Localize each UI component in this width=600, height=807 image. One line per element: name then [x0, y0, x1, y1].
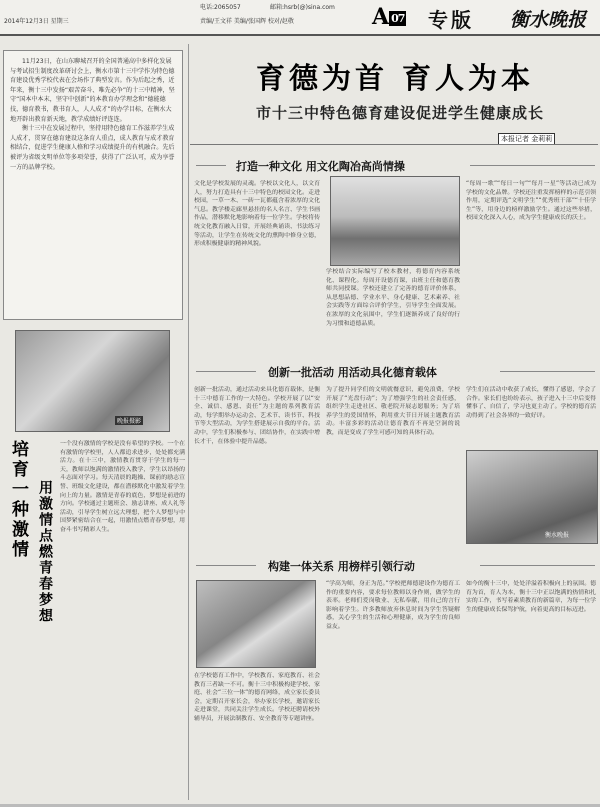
sidebar-body: 一个没有激情的学校是没有希望的学校。一个在有激情的学校里，人人都追求进步，处处都充满活力。在十三中，激情教育贯穿于学生的每一天，教师以饱满的激情投入教学，学生以昂扬的斗志面对学习。每天清晨的跑操、课前的励志宣誓、班级文化建设，都在潜移默化中激发着学生向上的力量。激情是青春的底色，梦想是前进的方向。学校通过主题班会、励志讲座、成人礼等活动，引导学生树立远大理想，把个人梦想与中国梦紧密结合在一起，用激情点燃青春梦想，用奋斗书写精彩人生。 — [60, 441, 185, 533]
editors: 责编/王文祥 美编/张国辉 校对/赵敬 — [200, 18, 294, 25]
section-3-col-2: “学高为师，身正为范。”学校把师德建设作为德育工作的重要内容，要求每位教师以身作则，做学生的表率。老师们爱岗敬业、无私奉献，用自己的言行影响着学生。许多教师放弃休息时间为学生答疑解惑，关心学生的生活和心理健康，成为学生的良师益友。 — [326, 581, 460, 630]
page-number-box: 07 — [391, 11, 405, 25]
section-2-rule-right — [500, 371, 595, 372]
intro-box — [3, 50, 183, 320]
section-2-col-3: 学生们在活动中收获了成长，懂得了感恩，学会了合作。家长们也纷纷表示，孩子进入十三中后变得懂事了、自信了，学习也更主动了。学校的德育活动得到了社会各界的一致好评。 — [466, 387, 596, 419]
section-1-rule-right — [470, 165, 595, 166]
subheadline: 市十三中特色德育建设促进学生健康成长 — [255, 104, 544, 122]
section-title: 专版 — [428, 8, 474, 32]
intro-paragraph-1: 11月23日，在山东聊城召开的全国普通高中多样化发展与考试招生制度改革研讨会上，衡水市第十三中学作为特色德育建设优秀学校代表在会场作了典型发言。作为后起之秀，近年来，衡十三中发扬“艰苦奋斗、唯先必争”的十三中精神，坚守“国本中本末，坚守中创新”的本教育办学理念和“德能德技，德育教书，教书育人，人人成才”的办学目标，在衡水大地开辟出教育新天地，教学成绩好评连连。 — [10, 58, 175, 123]
vertical-title-1: 培育一种激情 — [8, 440, 28, 560]
page-number — [372, 4, 406, 30]
section-3-rule-right — [480, 565, 595, 566]
section-2-title: 创新一批活动 用活动具化德育载体 — [268, 366, 437, 379]
students-activity-photo — [466, 450, 598, 544]
section-2-col-2: 为了提升同学们的文明就餐意识，避免浪费，学校开展了“光盘行动”；为了增强学生的社会责任感，组织学生走进社区、敬老院开展志愿服务；为了培养学生的爱国情怀，利用重大节日开展主题教育活动。丰富多彩的活动让德育教育不再是空洞的说教，而是变成了学生可感可知的具体行动。 — [326, 387, 460, 436]
students-photo — [15, 330, 170, 432]
campus-gate-photo — [330, 176, 460, 266]
section-3-col-1: 在学校德育工作中，学校教育、家庭教育、社会教育三者缺一不可。衡十三中积极构建学校、家庭、社会“三位一体”的德育网络，成立家长委员会，定期召开家长会，举办家长学校，邀请家长走进课堂，共同关注学生成长。学校还聘请校外辅导员，开展法制教育、安全教育等专题讲座。 — [194, 673, 320, 722]
section-2-col-1: 创新一批活动，通过活动来具化德育载体，是衡十三中德育工作的一大特色。学校开展了以“安全、诚信、感恩、责任”为主题的系列教育活动，每学期举办运动会、艺术节、读书节、科技节等大型活动，为学生搭建展示自我的平台。活动中，学生们积极参与、团结协作，在实践中增长才干，在体验中提升品德。 — [194, 387, 320, 445]
headline: 育德为首 育人为本 — [255, 61, 535, 95]
vertical-title-2: 用激情点燃青春梦想 — [37, 480, 53, 624]
classroom-photo — [196, 580, 316, 668]
email: 邮箱:hsrb(@)sina.com — [270, 4, 335, 11]
masthead — [0, 0, 600, 36]
section-1-col-1: 文化是学校发展的灵魂。学校以文化人，以文育人，努力打造具有十三中特色的校园文化。走进校园，一草一木、一砖一瓦都蕴含着浓厚的文化气息。教学楼走廊里悬挂的名人名言、学生书画作品，潜移默化地影响着每一位学生。学校将传统文化教育融入日常，开展经典诵读、书法练习等活动，让学生在传统文化的熏陶中修身立德，形成积极健康的精神风貌。 — [194, 181, 320, 248]
section-1-rule-left — [196, 165, 226, 166]
photo-caption: 晚报摄影 — [117, 418, 142, 425]
issue-date: 2014年12月3日 星期三 — [4, 18, 69, 25]
phone: 电话:2065057 — [200, 4, 241, 11]
section-1-col-3: “每周一歌”“每日一句”“每月一星”等活动已成为学校的文化品牌。学校还注重发挥榜样的示范引领作用，定期评选“文明学生”“优秀班干部”“十佳学生”等，用身边的榜样激励学生。通过这些举措，校园文化深入人心，成为学生健康成长的沃土。 — [466, 181, 596, 222]
byline: 本报记者 金莉莉 — [498, 133, 555, 145]
section-1-col-2: 学校结合实际编写了校本教材，将德育内容系统化、课程化。每周开设德育课，由班主任和德育教师共同授课。学校还建立了完善的德育评价体系，从思想品德、学业水平、身心健康、艺术素养、社会实践等方面综合评价学生，引导学生全面发展。在浓厚的文化氛围中，学生们逐渐养成了良好的行为习惯和道德品质。 — [326, 269, 460, 327]
section-3-col-3: 如今的衡十三中，处处洋溢着积极向上的氛围。德育为首，育人为本，衡十三中正以饱满的热情和扎实的工作，书写着素质教育的新篇章，为每一位学生的健康成长保驾护航，向着更高的目标迈进。 — [466, 581, 596, 613]
headline-rule — [190, 144, 598, 145]
intro-paragraph-2: 衡十三中在发展过程中，坚持用特色德育工作滋养学生成人成才，贯穿在德育建设这条育人重点，成人教育与成才教育相结合，促进学生健康人格和学习成绩提升的有机融合。先后被评为省级文明单位等多项荣誉，获得了广泛认可，成为享誉一方的品牌学校。 — [10, 125, 175, 171]
section-3-title: 构建一体关系 用榜样引领行动 — [268, 560, 415, 573]
page-letter: A — [372, 4, 389, 30]
section-1-title: 打造一种文化 用文化陶冶高尚情操 — [236, 160, 405, 173]
section-3-rule-left — [196, 565, 256, 566]
newspaper-logo: 衡水晚报 — [510, 9, 587, 31]
section-2-rule-left — [196, 371, 256, 372]
column-divider — [188, 44, 189, 800]
activity-photo-caption: 衡水晚报 — [545, 532, 570, 539]
